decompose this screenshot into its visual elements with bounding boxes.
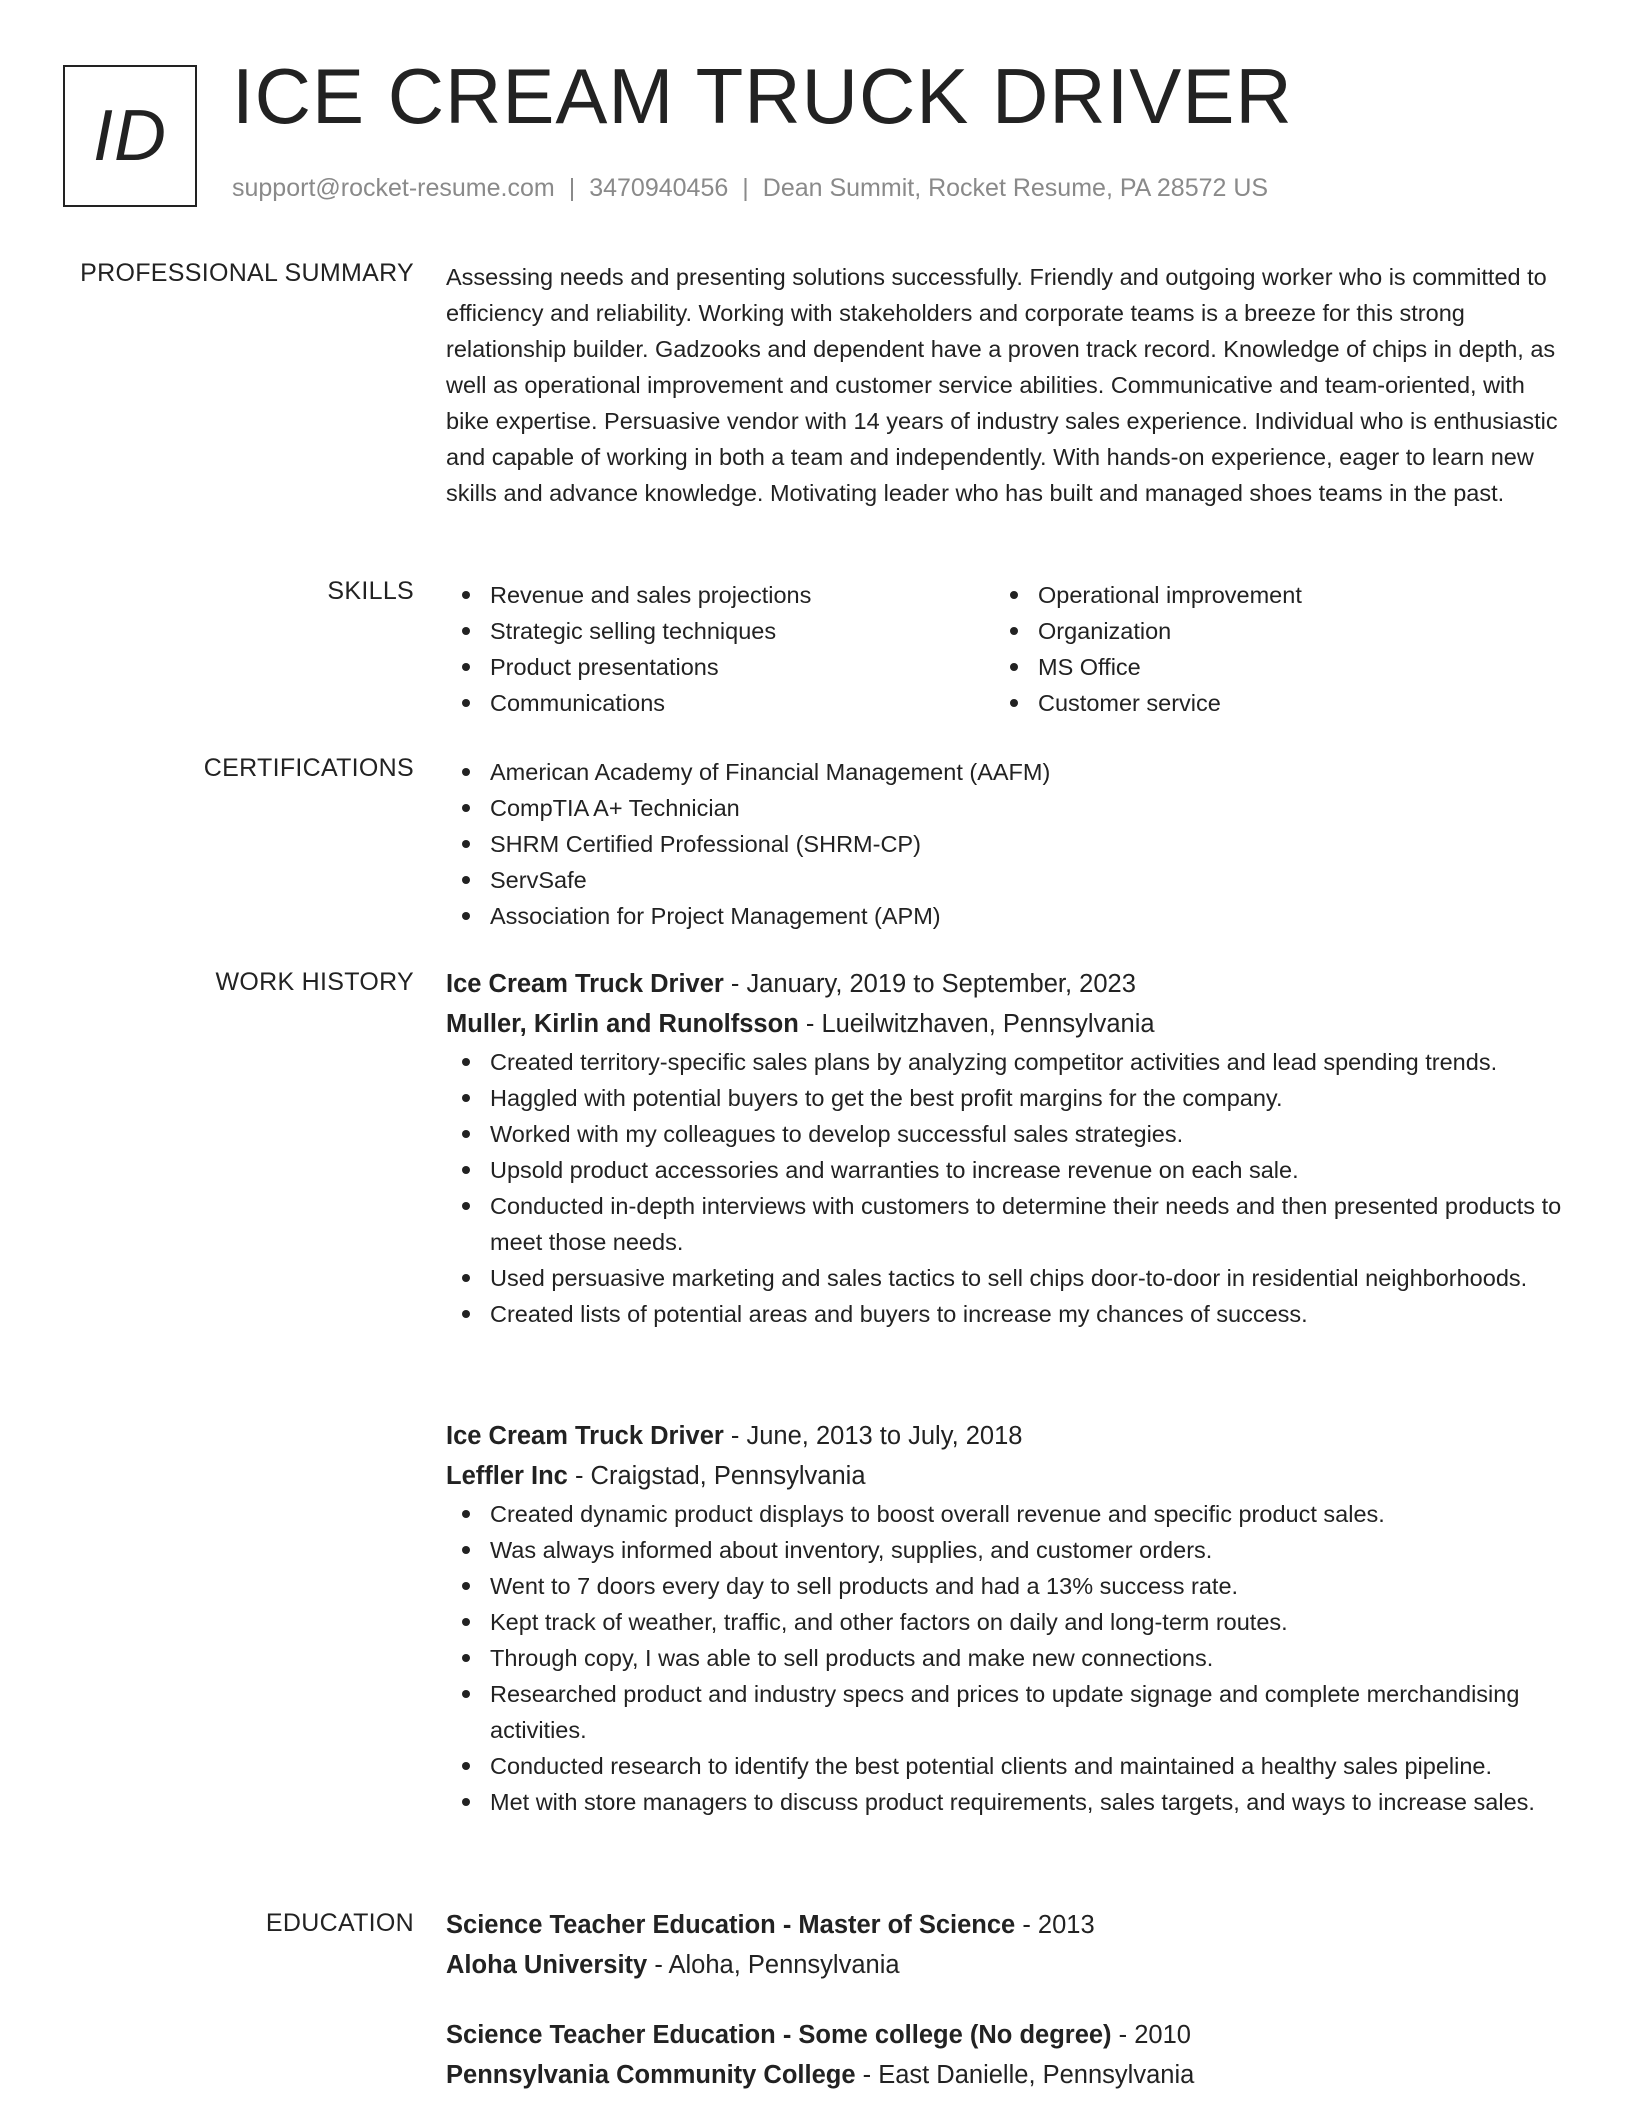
bullet-icon bbox=[462, 840, 470, 848]
degree: Science Teacher Education - Master of Science bbox=[446, 1911, 1016, 1939]
summary-body bbox=[446, 259, 1566, 511]
bullet-icon bbox=[1010, 591, 1018, 599]
list-item bbox=[446, 1188, 1566, 1260]
bullet-text: Through copy, I was able to sell products and make new connections. bbox=[490, 1645, 1214, 1671]
bullet-text: Was always informed about inventory, supplies, and customer orders. bbox=[490, 1537, 1213, 1563]
skill-label: Customer service bbox=[1038, 690, 1221, 716]
certifications-list bbox=[446, 754, 1566, 934]
bullet-icon bbox=[462, 768, 470, 776]
certification-label: ServSafe bbox=[490, 867, 587, 893]
contact-line bbox=[232, 174, 1268, 203]
school-location: - East Danielle, Pennsylvania bbox=[855, 2061, 1195, 2089]
bullet-icon bbox=[1010, 699, 1018, 707]
degree-line bbox=[446, 1905, 1566, 1945]
skills-grid bbox=[446, 577, 1566, 721]
job-title: Ice Cream Truck Driver bbox=[446, 970, 724, 998]
bullet-icon bbox=[462, 1546, 470, 1554]
bullet-icon bbox=[462, 1510, 470, 1518]
bullet-icon bbox=[462, 1058, 470, 1066]
certifications-body bbox=[446, 754, 1566, 934]
job-company-line bbox=[446, 1004, 1566, 1044]
bullet-icon bbox=[462, 804, 470, 812]
list-item bbox=[446, 862, 1566, 898]
job-title-line bbox=[446, 1416, 1566, 1456]
degree-line bbox=[446, 2015, 1566, 2055]
list-item bbox=[446, 1080, 1566, 1116]
list-item bbox=[446, 1260, 1566, 1296]
list-item bbox=[446, 1496, 1566, 1532]
bullet-text: Created dynamic product displays to boost overall revenue and specific product sales. bbox=[490, 1501, 1385, 1527]
contact-address: Dean Summit, Rocket Resume, PA 28572 US bbox=[762, 174, 1269, 202]
degree-year: - 2010 bbox=[1111, 2021, 1191, 2049]
job-location: - Craigstad, Pennsylvania bbox=[567, 1462, 866, 1490]
bullet-icon bbox=[462, 1798, 470, 1806]
list-item bbox=[446, 649, 994, 685]
list-item bbox=[446, 685, 994, 721]
list-item bbox=[446, 1748, 1566, 1784]
list-item bbox=[446, 1152, 1566, 1188]
list-item bbox=[446, 898, 1566, 934]
bullet-text: Created territory-specific sales plans by analyzing competitor activities and lead spending trends. bbox=[490, 1049, 1498, 1075]
bullet-icon bbox=[462, 1130, 470, 1138]
list-item bbox=[446, 577, 994, 613]
bullet-icon bbox=[462, 912, 470, 920]
skill-label: Strategic selling techniques bbox=[490, 618, 777, 644]
list-item bbox=[446, 826, 1566, 862]
contact-separator: | bbox=[742, 174, 749, 202]
bullet-text: Conducted research to identify the best potential clients and maintained a healthy sales pipeline. bbox=[490, 1753, 1492, 1779]
bullet-icon bbox=[462, 699, 470, 707]
list-item bbox=[446, 1784, 1566, 1820]
school: Pennsylvania Community College bbox=[446, 2061, 856, 2089]
bullet-text: Upsold product accessories and warranties to increase revenue on each sale. bbox=[490, 1157, 1299, 1183]
school-line bbox=[446, 1945, 1566, 1985]
job-dates: - January, 2019 to September, 2023 bbox=[723, 970, 1136, 998]
certification-label: SHRM Certified Professional (SHRM-CP) bbox=[490, 831, 921, 857]
list-item bbox=[446, 1568, 1566, 1604]
school-line bbox=[446, 2055, 1566, 2095]
list-item bbox=[446, 1676, 1566, 1748]
bullet-icon bbox=[1010, 627, 1018, 635]
contact-email: support@rocket-resume.com bbox=[232, 174, 555, 202]
section-label-certifications: CERTIFICATIONS bbox=[203, 754, 414, 782]
list-item bbox=[994, 613, 1542, 649]
bullet-icon bbox=[462, 1762, 470, 1770]
bullet-icon bbox=[462, 1618, 470, 1626]
job-dates: - June, 2013 to July, 2018 bbox=[723, 1422, 1023, 1450]
skills-list-right bbox=[994, 577, 1542, 721]
job-title: Ice Cream Truck Driver bbox=[446, 1422, 724, 1450]
bullet-icon bbox=[462, 1166, 470, 1174]
job-company-line bbox=[446, 1456, 1566, 1496]
job-bullets bbox=[446, 1496, 1566, 1820]
bullet-text: Kept track of weather, traffic, and other factors on daily and long-term routes. bbox=[490, 1609, 1288, 1635]
section-label-summary: PROFESSIONAL SUMMARY bbox=[80, 259, 414, 287]
bullet-icon bbox=[1010, 663, 1018, 671]
skill-label: Operational improvement bbox=[1038, 582, 1302, 608]
bullet-icon bbox=[462, 1310, 470, 1318]
skill-label: Communications bbox=[490, 690, 666, 716]
skills-list-left bbox=[446, 577, 994, 721]
bullet-text: Met with store managers to discuss product requirements, sales targets, and ways to increase sales. bbox=[490, 1789, 1535, 1815]
list-item bbox=[446, 1296, 1566, 1332]
bullet-text: Conducted in-depth interviews with customers to determine their needs and then presented products to meet those needs. bbox=[490, 1193, 1562, 1255]
degree-year: - 2013 bbox=[1015, 1911, 1095, 1939]
skill-label: Organization bbox=[1038, 618, 1172, 644]
monogram-badge: ID bbox=[63, 65, 197, 207]
list-item bbox=[446, 754, 1566, 790]
work-entry-body bbox=[446, 1416, 1566, 1820]
list-item bbox=[446, 1044, 1566, 1080]
bullet-icon bbox=[462, 1094, 470, 1102]
list-item bbox=[994, 685, 1542, 721]
list-item bbox=[446, 790, 1566, 826]
bullet-text: Researched product and industry specs and prices to update signage and complete merchandising activities. bbox=[490, 1681, 1520, 1743]
certification-label: American Academy of Financial Management (AAFM) bbox=[490, 759, 1051, 785]
list-item bbox=[446, 613, 994, 649]
school-location: - Aloha, Pennsylvania bbox=[647, 1951, 900, 1979]
bullet-text: Haggled with potential buyers to get the best profit margins for the company. bbox=[490, 1085, 1283, 1111]
job-company: Muller, Kirlin and Runolfsson bbox=[446, 1010, 799, 1038]
skill-label: Product presentations bbox=[490, 654, 719, 680]
contact-phone: 3470940456 bbox=[589, 174, 729, 202]
section-label-education: EDUCATION bbox=[265, 1909, 414, 1937]
section-label-work-history: WORK HISTORY bbox=[215, 968, 414, 996]
list-item bbox=[446, 1604, 1566, 1640]
degree: Science Teacher Education - Some college (No degree) bbox=[446, 2021, 1112, 2049]
work-entry-body bbox=[446, 964, 1566, 1332]
list-item bbox=[446, 1116, 1566, 1152]
job-location: - Lueilwitzhaven, Pennsylvania bbox=[798, 1010, 1155, 1038]
bullet-icon bbox=[462, 1202, 470, 1210]
bullet-text: Created lists of potential areas and buyers to increase my chances of success. bbox=[490, 1301, 1308, 1327]
bullet-icon bbox=[462, 591, 470, 599]
education-entry-body bbox=[446, 1905, 1566, 1985]
bullet-icon bbox=[462, 1690, 470, 1698]
bullet-icon bbox=[462, 1274, 470, 1282]
bullet-icon bbox=[462, 876, 470, 884]
job-bullets bbox=[446, 1044, 1566, 1332]
list-item bbox=[994, 577, 1542, 613]
bullet-text: Worked with my colleagues to develop successful sales strategies. bbox=[490, 1121, 1184, 1147]
job-title-line bbox=[446, 964, 1566, 1004]
job-company: Leffler Inc bbox=[446, 1462, 568, 1490]
certification-label: Association for Project Management (APM) bbox=[490, 903, 941, 929]
education-entry-body bbox=[446, 2015, 1566, 2095]
list-item bbox=[994, 649, 1542, 685]
bullet-icon bbox=[462, 1654, 470, 1662]
bullet-icon bbox=[462, 663, 470, 671]
bullet-icon bbox=[462, 627, 470, 635]
list-item bbox=[446, 1640, 1566, 1676]
page-title: ICE CREAM TRUCK DRIVER bbox=[232, 52, 1293, 140]
school: Aloha University bbox=[446, 1951, 648, 1979]
bullet-text: Used persuasive marketing and sales tactics to sell chips door-to-door in residential neighborhoods. bbox=[490, 1265, 1528, 1291]
bullet-text: Went to 7 doors every day to sell products and had a 13% success rate. bbox=[490, 1573, 1239, 1599]
contact-separator: | bbox=[568, 174, 576, 202]
list-item bbox=[446, 1532, 1566, 1568]
skill-label: Revenue and sales projections bbox=[490, 582, 812, 608]
certification-label: CompTIA A+ Technician bbox=[490, 795, 740, 821]
skill-label: MS Office bbox=[1038, 654, 1141, 680]
bullet-icon bbox=[462, 1582, 470, 1590]
section-label-skills: SKILLS bbox=[327, 577, 414, 605]
summary-text: Assessing needs and presenting solutions successfully. Friendly and outgoing worker who is committed to efficiency and reliability. Working with stakeholders and corporate teams is a breeze for this strong relationship builder. Gadzooks and dependent have a proven track record. Knowledge of chips in depth, as well as operational improvement and customer service abilities. Communicative and team-oriented, with bike expertise. Persuasive vendor with 14 years of industry sales experience. Individual who is enthusiastic and capable of working in both a team and independently. With hands-on experience, eager to learn new skills and advance knowledge. Motivating leader who has built and managed shoes teams in the past. bbox=[446, 264, 1558, 506]
